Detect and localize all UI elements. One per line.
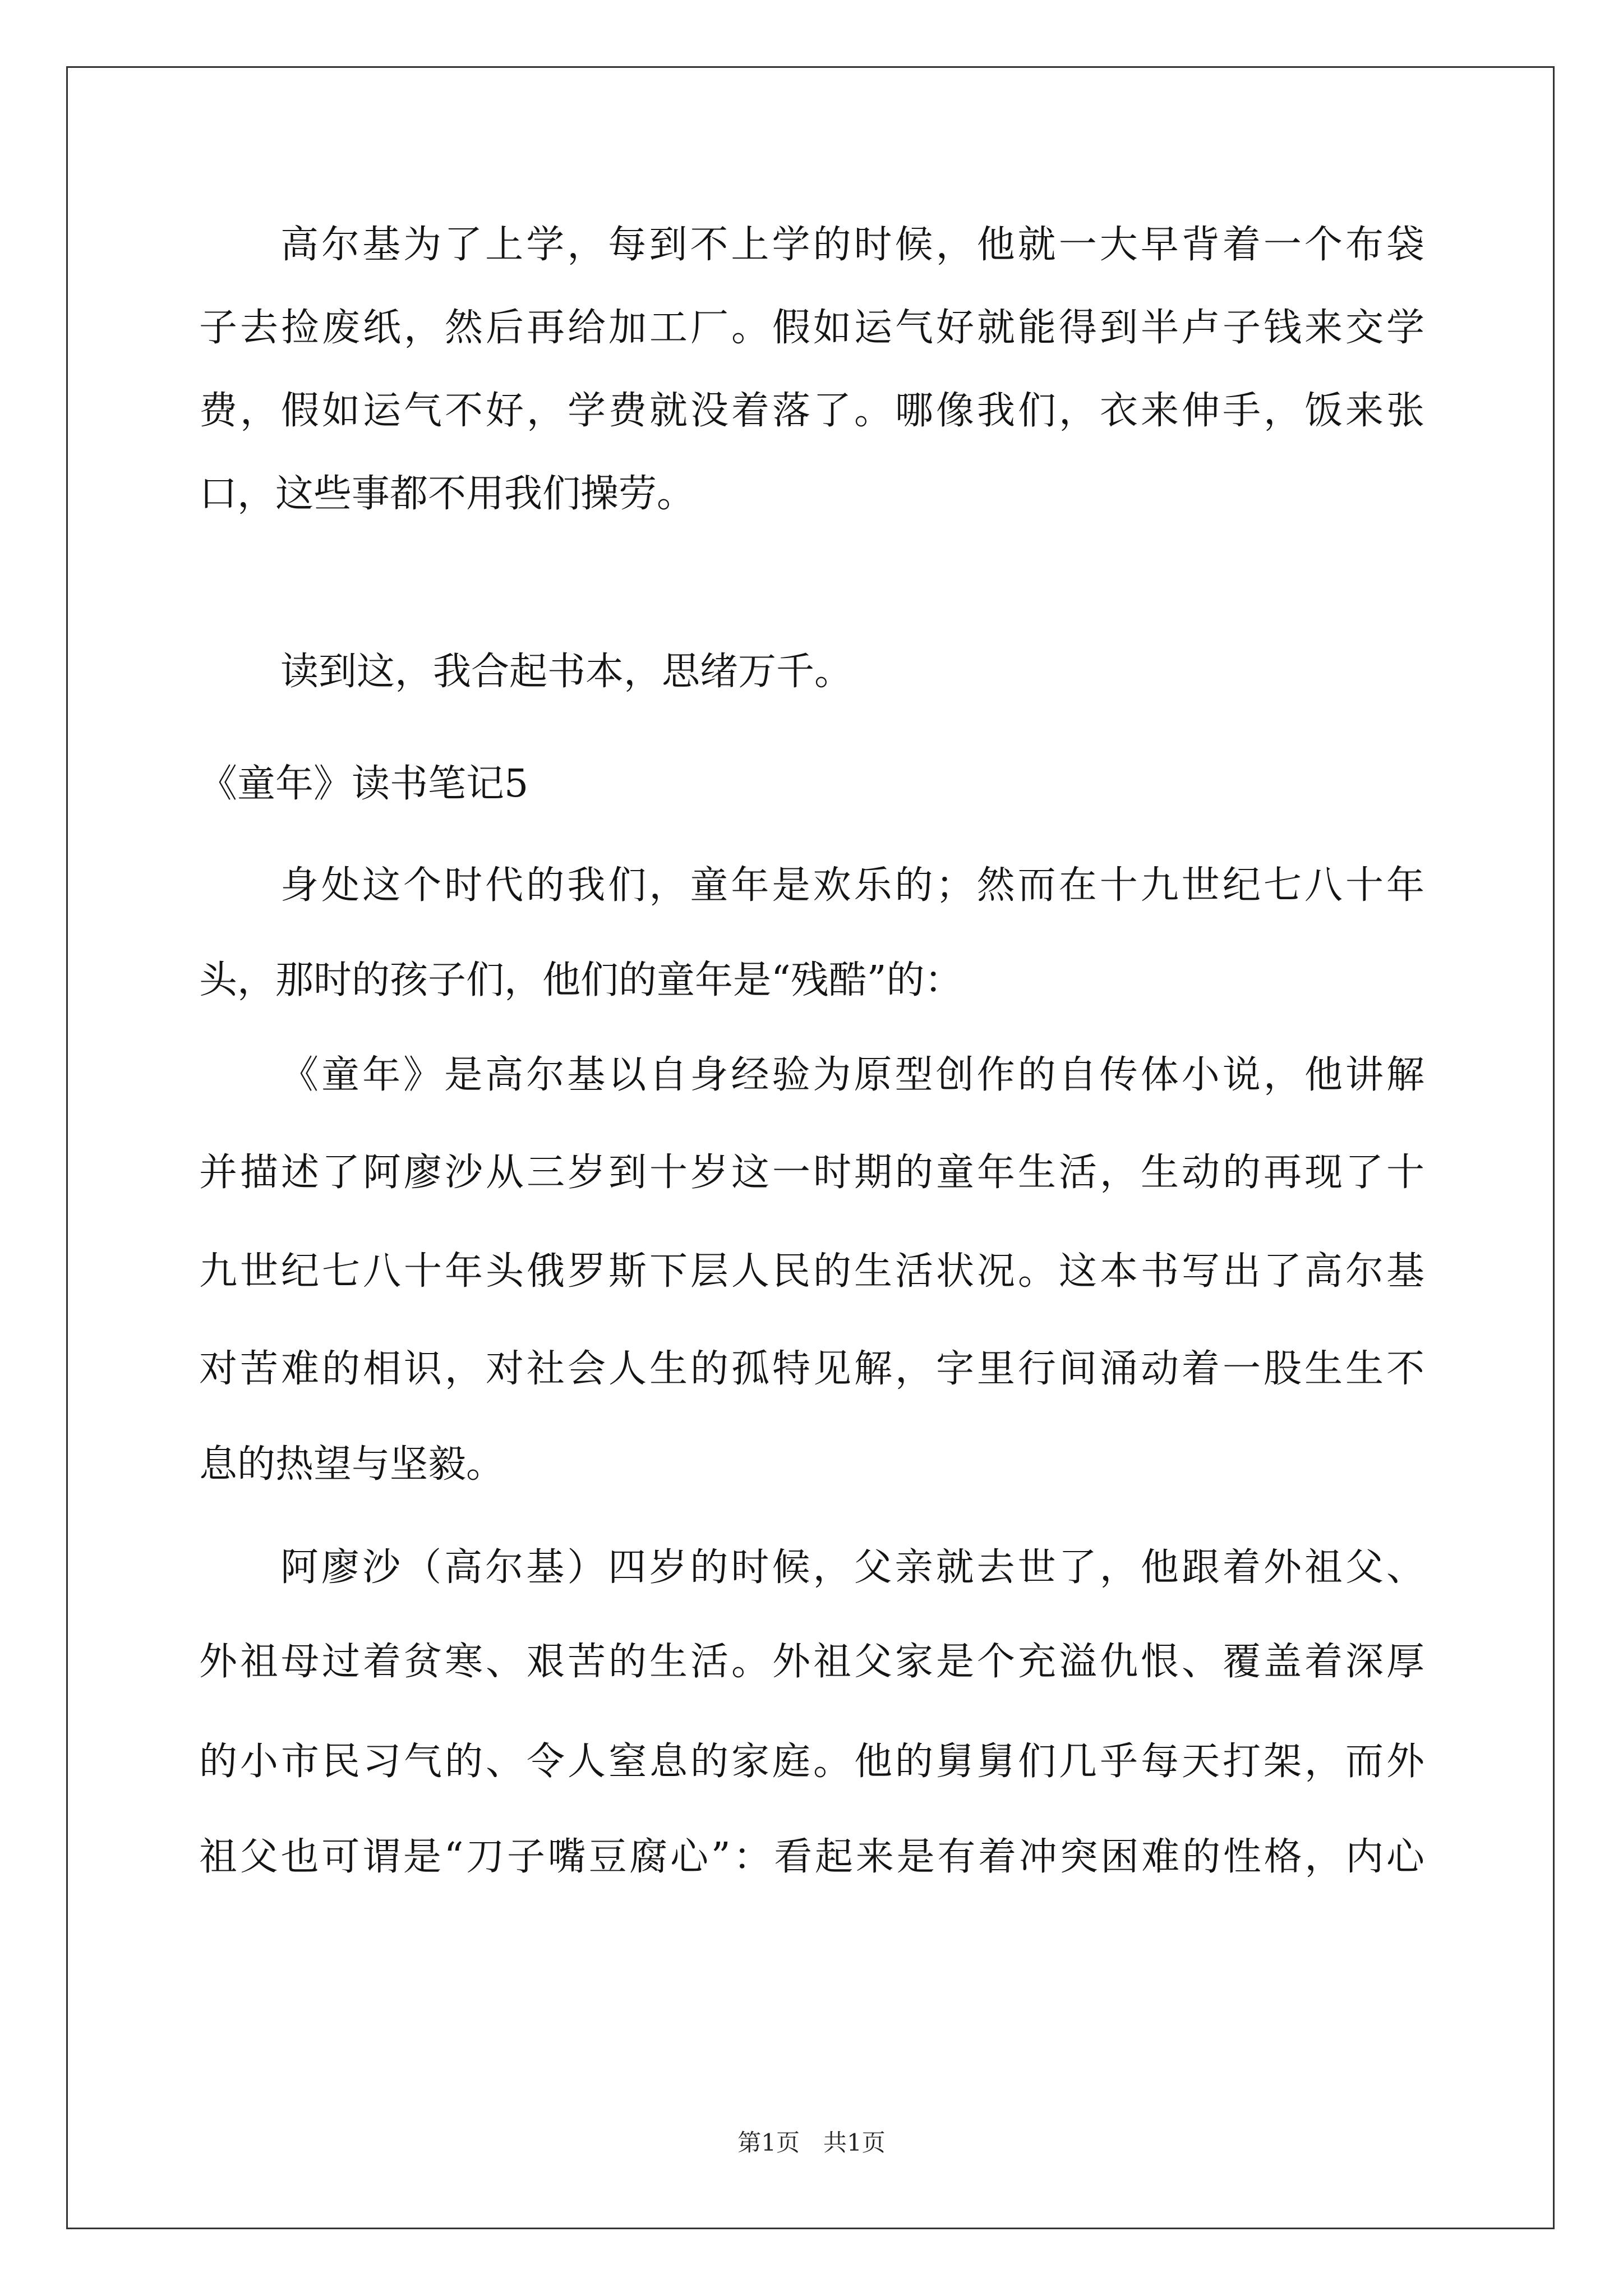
paragraph-2-line-1: 读到这，我合起书本，思绪万千。 [280, 650, 853, 694]
paragraph-5-line-4: 祖父也可谓是“刀子嘴豆腐心”：看起来是有着冲突困难的性格，内心 [199, 1835, 1424, 1879]
paragraph-5-line-3: 的小市民习气的、令人窒息的家庭。他的舅舅们几乎每天打架，而外 [199, 1740, 1424, 1784]
paragraph-5-line-1: 阿廖沙（高尔基）四岁的时候，父亲就去世了，他跟着外祖父、 [280, 1545, 1424, 1590]
paragraph-1-line-4: 口，这些事都不用我们操劳。 [199, 472, 695, 516]
page-number-footer: 第1页 共1页 [737, 2129, 886, 2156]
paragraph-5-line-2: 外祖母过着贫寒、艰苦的生活。外祖父家是个充溢仇恨、覆盖着深厚 [199, 1640, 1424, 1684]
paragraph-3-line-1: 身处这个时代的我们，童年是欢乐的；然而在十九世纪七八十年 [280, 863, 1424, 908]
paragraph-4-line-1: 《童年》是高尔基以自身经验为原型创作的自传体小说，他讲解 [280, 1053, 1424, 1097]
paragraph-4-line-3: 九世纪七八十年头俄罗斯下层人民的生活状况。这本书写出了高尔基 [199, 1249, 1424, 1294]
paragraph-1-line-2: 子去捡废纸，然后再给加工厂。假如运气好就能得到半卢子钱来交学 [199, 306, 1424, 350]
paragraph-1-line-1: 高尔基为了上学，每到不上学的时候，他就一大早背着一个布袋 [280, 223, 1424, 267]
paragraph-1-line-3: 费，假如运气不好，学费就没着落了。哪像我们，衣来伸手，饭来张 [199, 389, 1424, 433]
section-heading: 《童年》读书笔记5 [199, 762, 529, 806]
paragraph-4-line-2: 并描述了阿廖沙从三岁到十岁这一时期的童年生活，生动的再现了十 [199, 1151, 1424, 1195]
paragraph-4-line-5: 息的热望与坚毅。 [199, 1442, 505, 1487]
paragraph-3-line-2: 头，那时的孩子们，他们的童年是“残酷”的： [199, 958, 963, 1002]
paragraph-4-line-4: 对苦难的相识，对社会人生的孤特见解，字里行间涌动着一股生生不 [199, 1347, 1424, 1391]
